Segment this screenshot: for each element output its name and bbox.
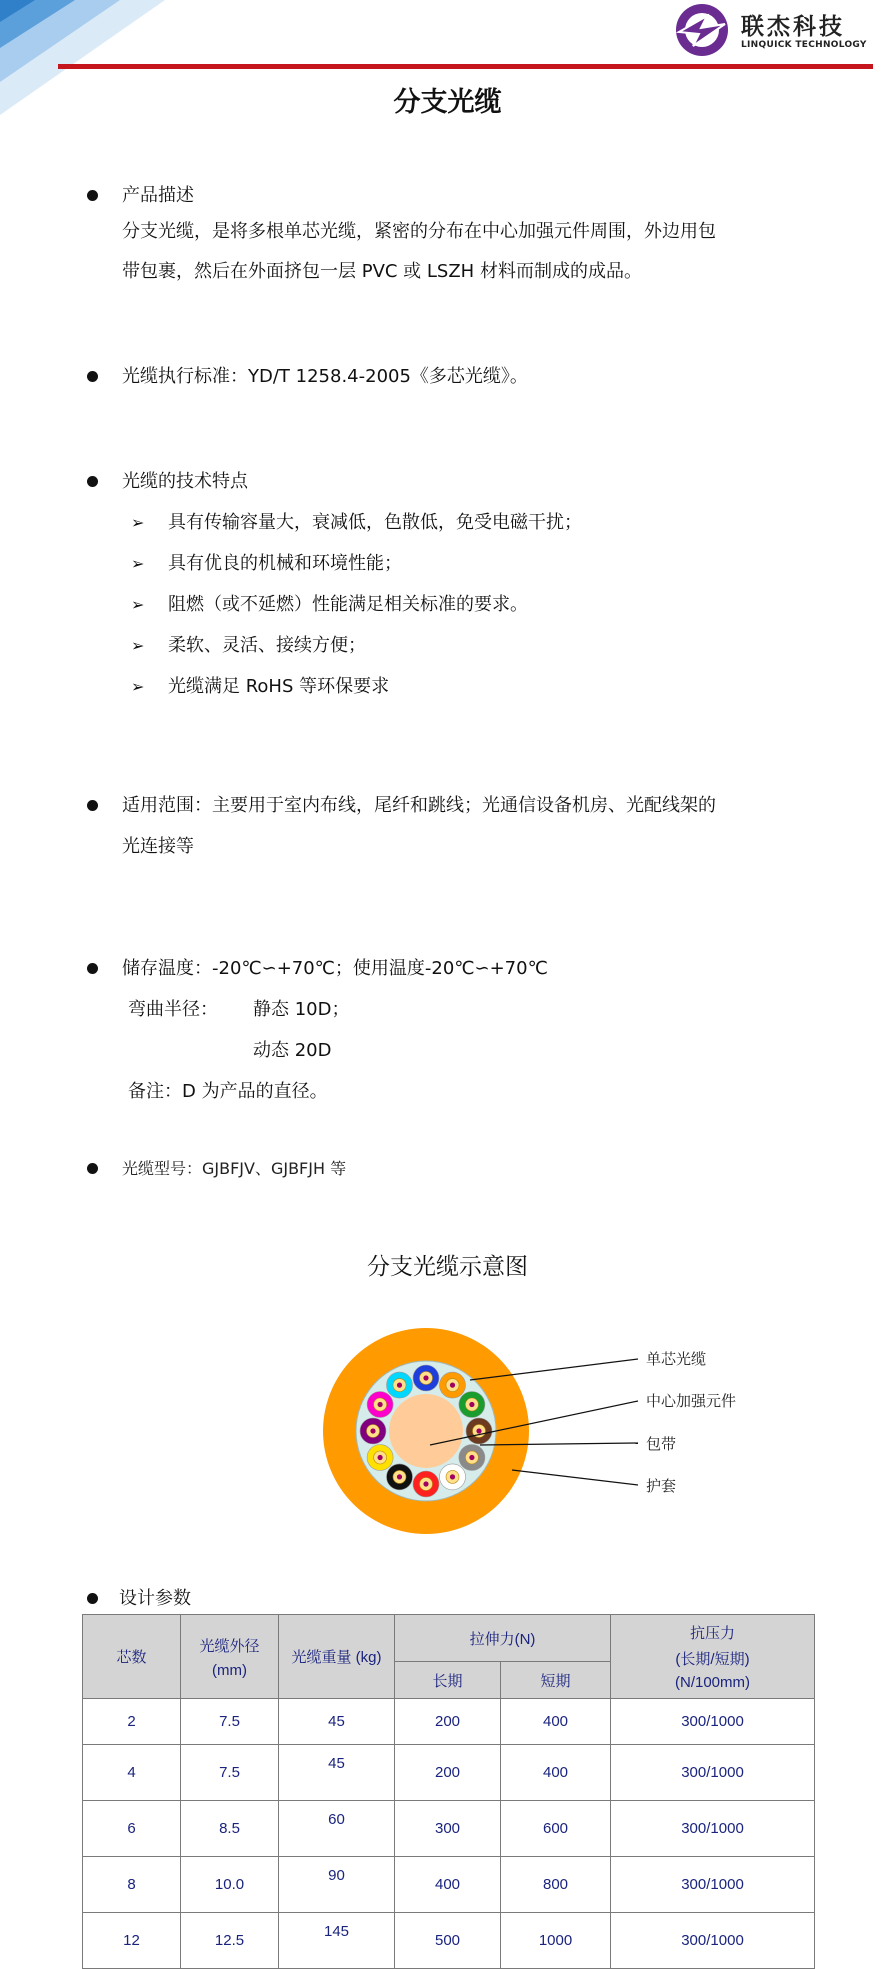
feature-item: 具有优良的机械和环境性能； xyxy=(168,553,402,574)
cell-weight: 60 xyxy=(279,1801,395,1857)
arrow-bullet-icon: ➢ xyxy=(131,513,145,532)
fiber-unit xyxy=(387,1464,413,1490)
header-crush: 抗压力 (长期/短期) (N/100mm) xyxy=(611,1615,815,1699)
feature-item: 光缆满足 RoHS 等环保要求 xyxy=(168,676,390,697)
fiber-unit xyxy=(367,1445,393,1471)
fiber-unit xyxy=(387,1372,413,1398)
cell-cores: 12 xyxy=(83,1913,181,1969)
temperature-text: 储存温度：-20℃∽+70℃；使用温度-20℃∽+70℃ xyxy=(122,958,548,979)
cell-diameter: 12.5 xyxy=(181,1913,279,1969)
bullet xyxy=(87,190,98,201)
cell-weight: 45 xyxy=(279,1745,395,1801)
header-weight: 光缆重量 (kg) xyxy=(279,1615,395,1699)
table-row xyxy=(83,1699,815,1745)
bullet xyxy=(87,800,98,811)
bullet xyxy=(87,963,98,974)
header-diameter: 光缆外径 (mm) xyxy=(181,1615,279,1699)
cell-crush: 300/1000 xyxy=(611,1913,815,1969)
header-tensile: 拉伸力(N) xyxy=(395,1615,611,1662)
label-sheath: 护套 xyxy=(646,1477,677,1495)
cell-tensile-short: 400 xyxy=(501,1745,611,1801)
brand-name-en: LINQUICK TECHNOLOGY xyxy=(741,40,867,50)
bullet xyxy=(87,1163,98,1174)
table-row xyxy=(83,1913,815,1969)
cell-diameter: 10.0 xyxy=(181,1857,279,1913)
fiber-unit xyxy=(440,1464,466,1490)
arrow-bullet-icon: ➢ xyxy=(131,595,145,614)
cell-cores: 4 xyxy=(83,1745,181,1801)
brand-mark-icon xyxy=(673,2,731,58)
header-divider xyxy=(58,64,873,69)
cell-cores: 2 xyxy=(83,1699,181,1745)
fiber-unit xyxy=(459,1445,485,1471)
cable-cross-section-diagram xyxy=(320,1325,660,1545)
cell-tensile-long: 400 xyxy=(395,1857,501,1913)
cell-diameter: 8.5 xyxy=(181,1801,279,1857)
cell-crush: 300/1000 xyxy=(611,1801,815,1857)
central-strength-member xyxy=(389,1394,463,1468)
page-title: 分支光缆 xyxy=(393,87,502,118)
fiber-unit xyxy=(466,1418,492,1444)
cell-weight: 90 xyxy=(279,1857,395,1913)
table-row xyxy=(83,1857,815,1913)
header-short-term: 短期 xyxy=(501,1662,611,1699)
label-strength-member: 中心加强元件 xyxy=(646,1392,737,1410)
arrow-bullet-icon: ➢ xyxy=(131,636,145,655)
arrow-bullet-icon: ➢ xyxy=(131,677,145,696)
cell-tensile-short: 800 xyxy=(501,1857,611,1913)
cell-diameter: 7.5 xyxy=(181,1699,279,1745)
arrow-bullet-icon: ➢ xyxy=(131,554,145,573)
table-row xyxy=(83,1745,815,1801)
cell-tensile-long: 200 xyxy=(395,1745,501,1801)
cell-tensile-long: 500 xyxy=(395,1913,501,1969)
cell-cores: 6 xyxy=(83,1801,181,1857)
bullet xyxy=(87,371,98,382)
cell-crush: 300/1000 xyxy=(611,1745,815,1801)
feature-item: 柔软、灵活、接续方便； xyxy=(168,635,366,656)
diameter-note: 备注：D 为产品的直径。 xyxy=(128,1081,328,1102)
cell-tensile-short: 600 xyxy=(501,1801,611,1857)
cell-crush: 300/1000 xyxy=(611,1699,815,1745)
description-line: 分支光缆，是将多根单芯光缆，紧密的分布在中心加强元件周围，外边用包 xyxy=(122,221,716,242)
cell-cores: 8 xyxy=(83,1857,181,1913)
description-line: 带包裹，然后在外面挤包一层 PVC 或 LSZH 材料而制成的成品。 xyxy=(122,261,642,282)
cell-tensile-short: 400 xyxy=(501,1699,611,1745)
fiber-unit xyxy=(367,1392,393,1418)
cell-tensile-short: 1000 xyxy=(501,1913,611,1969)
fiber-unit xyxy=(413,1471,439,1497)
design-params-heading: 设计参数 xyxy=(119,1588,191,1609)
label-single-fiber: 单芯光缆 xyxy=(646,1350,707,1368)
cell-weight: 45 xyxy=(279,1699,395,1745)
cell-weight: 145 xyxy=(279,1913,395,1969)
fiber-unit xyxy=(360,1418,386,1444)
bullet xyxy=(87,1593,98,1604)
scope-line: 适用范围：主要用于室内布线，尾纤和跳线；光通信设备机房、光配线架的 xyxy=(122,795,716,816)
bullet xyxy=(87,476,98,487)
cell-diameter: 7.5 xyxy=(181,1745,279,1801)
cell-tensile-long: 300 xyxy=(395,1801,501,1857)
scope-line: 光连接等 xyxy=(122,836,194,857)
design-params-table xyxy=(82,1614,815,1969)
bend-radius-label: 弯曲半径： xyxy=(128,999,218,1020)
standard-text: 光缆执行标准：YD/T 1258.4-2005《多芯光缆》。 xyxy=(122,366,528,387)
fiber-unit xyxy=(459,1392,485,1418)
cell-tensile-long: 200 xyxy=(395,1699,501,1745)
description-heading: 产品描述 xyxy=(122,185,194,206)
header-cores: 芯数 xyxy=(83,1615,181,1699)
diagram-title: 分支光缆示意图 xyxy=(367,1254,528,1280)
label-tape: 包带 xyxy=(646,1435,677,1453)
features-heading: 光缆的技术特点 xyxy=(122,471,248,492)
header-long-term: 长期 xyxy=(395,1662,501,1699)
model-text: 光缆型号：GJBFJV、GJBFJH 等 xyxy=(122,1159,347,1178)
cell-crush: 300/1000 xyxy=(611,1857,815,1913)
brand-name: 联杰科技 xyxy=(741,14,845,40)
feature-item: 具有传输容量大，衰减低，色散低，免受电磁干扰； xyxy=(168,512,582,533)
table-row xyxy=(83,1801,815,1857)
bend-radius-static: 静态 10D； xyxy=(253,999,350,1020)
fiber-unit xyxy=(413,1365,439,1391)
brand-logo xyxy=(673,0,873,62)
fiber-unit xyxy=(440,1372,466,1398)
feature-item: 阻燃（或不延燃）性能满足相关标准的要求。 xyxy=(168,594,528,615)
bend-radius-dynamic: 动态 20D xyxy=(253,1040,332,1061)
